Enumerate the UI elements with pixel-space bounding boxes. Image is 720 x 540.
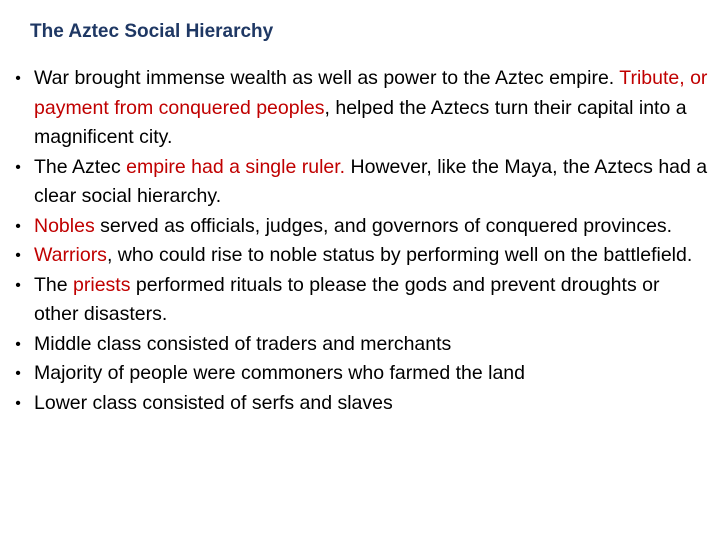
bullet-text: Middle class consisted of traders and merchants [34, 332, 452, 355]
bullet-icon: • [15, 217, 21, 235]
bullet-item [8, 359, 708, 389]
bullet-icon: • [15, 70, 21, 87]
bullet-text: Lower class consisted of serfs and slaves [34, 391, 393, 414]
bullet-item [8, 330, 708, 360]
bullet-item [8, 389, 708, 419]
bullet-text: War brought immense wealth as well as power to the Aztec empire. [34, 67, 620, 89]
bullet-icon: • [15, 158, 21, 176]
bullet-highlight: Warriors [34, 244, 107, 266]
bullet-text: The [34, 273, 74, 296]
bullet-item [8, 64, 708, 153]
bullet-text: , helped the Aztecs turn their capital into a magnificent city. [34, 96, 687, 148]
bullet-item [8, 212, 708, 242]
bullet-item [8, 241, 708, 271]
bullet-icon: • [15, 247, 21, 264]
bullet-item [8, 153, 708, 212]
bullet-text: Majority of people were commoners who farmed the land [34, 362, 525, 384]
bullet-text: served as officials, judges, and governors of conquered provinces. [94, 214, 673, 237]
bullet-icon: • [15, 335, 21, 353]
bullet-item [8, 271, 708, 330]
bullet-text: , who could rise to noble status by performing well on the battlefield. [106, 244, 693, 266]
bullet-icon: • [15, 394, 21, 412]
bullet-highlight: Tribute, or payment from conquered peoples [34, 67, 708, 119]
slide-title: The Aztec Social Hierarchy [30, 21, 274, 42]
bullet-highlight: Nobles [34, 214, 95, 237]
bullet-icon: • [15, 365, 21, 382]
bullet-list [8, 64, 708, 418]
bullet-text: However, like the Maya, the Aztecs had a clear social hierarchy. [34, 155, 708, 207]
bullet-highlight: priests [73, 273, 131, 296]
bullet-text: performed rituals to please the gods and prevent droughts or other disasters. [34, 273, 660, 325]
bullet-icon: • [15, 276, 21, 294]
bullet-text: The Aztec [34, 155, 127, 178]
bullet-highlight: empire had a single ruler. [126, 155, 346, 178]
